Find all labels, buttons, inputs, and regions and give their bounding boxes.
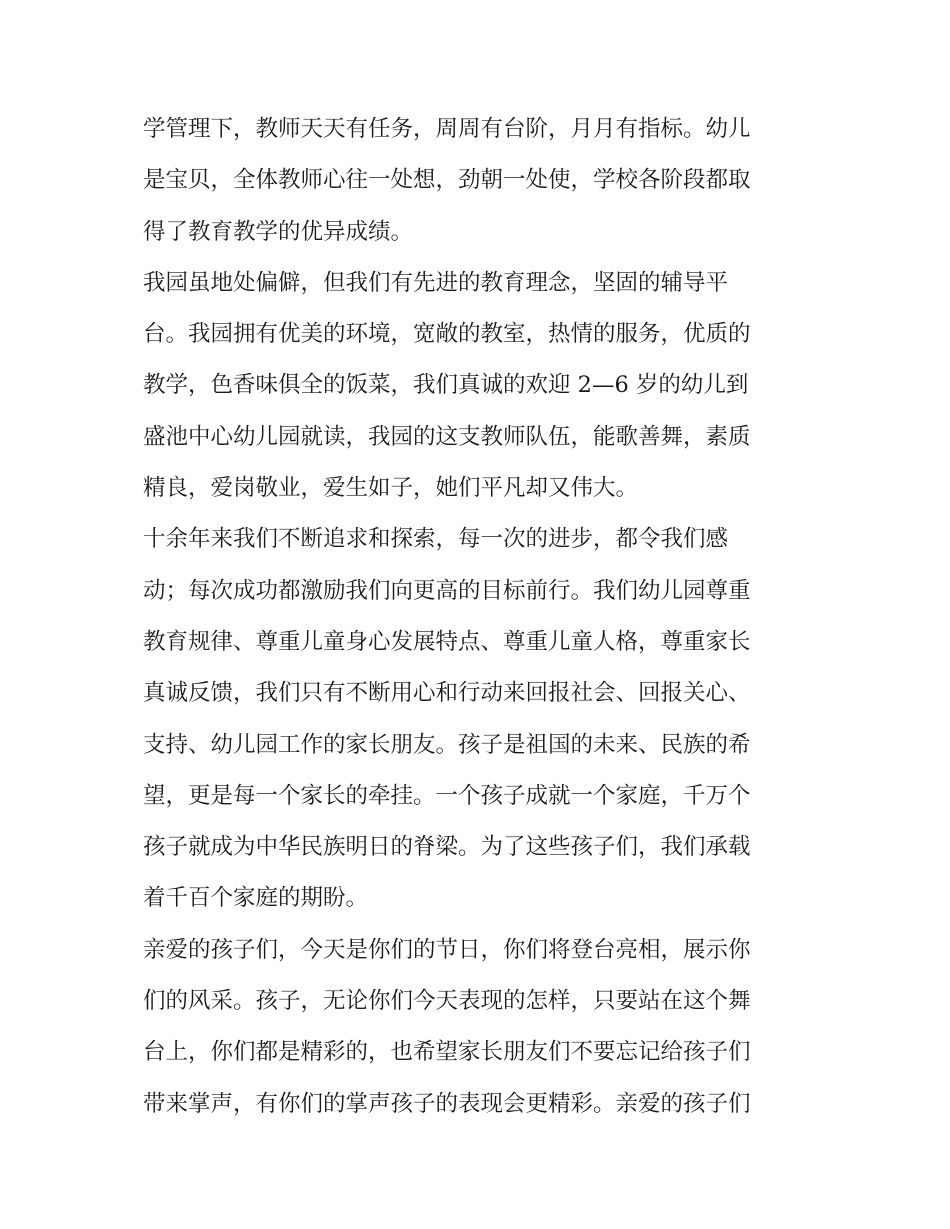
paragraph-1 (143, 104, 823, 258)
text-line: 支持、幼儿园工作的家长朋友。孩子是祖国的未来、民族的希 (143, 731, 751, 758)
text-line: 盛池中心幼儿园就读，我园的这支教师队伍，能歌善舞，素质 (143, 423, 751, 450)
text-line: 学管理下，教师天天有任务，周周有台阶，月月有指标。幼儿 (143, 116, 751, 142)
paragraph-2 (143, 258, 823, 514)
text-line: 带来掌声，有你们的掌声孩子的表现会更精彩。亲爱的孩子们 (143, 1090, 751, 1117)
text-line: 们的风采。孩子，无论你们今天表现的怎样，只要站在这个舞 (143, 988, 751, 1015)
document-body (143, 104, 823, 1130)
paragraph-3 (143, 514, 823, 924)
text-line: 教育规律、尊重儿童身心发展特点、尊重儿童人格，尊重家长 (143, 628, 751, 655)
text-line: 亲爱的孩子们，今天是你们的节日，你们将登台亮相，展示你 (143, 936, 751, 963)
text-line: 动；每次成功都激励我们向更高的目标前行。我们幼儿园尊重 (143, 577, 751, 604)
text-line: 是宝贝，全体教师心往一处想，劲朝一处使，学校各阶段都取 (143, 167, 751, 194)
text-line: 孩子就成为中华民族明日的脊梁。为了这些孩子们，我们承载 (143, 834, 751, 861)
text-line: 着千百个家庭的期盼。 (143, 885, 369, 912)
text-line: 台。我园拥有优美的环境，宽敞的教室，热情的服务，优质的 (143, 321, 751, 348)
text-line: 精良，爱岗敬业，爱生如子，她们平凡却又伟大。 (143, 475, 639, 502)
text-line: 十余年来我们不断追求和探索，每一次的进步，都令我们感 (143, 526, 729, 553)
text-line: 教学，色香味俱全的饭菜，我们真诚的欢迎 2—6 岁的幼儿到 (143, 372, 749, 399)
text-line: 台上，你们都是精彩的，也希望家长朋友们不要忘记给孩子们 (143, 1039, 751, 1066)
paragraph-4 (143, 925, 823, 1130)
text-line: 我园虽地处偏僻，但我们有先进的教育理念，坚固的辅导平 (143, 269, 729, 296)
text-line: 得了教育教学的优异成绩。 (143, 218, 414, 245)
text-line: 望，更是每一个家长的牵挂。一个孩子成就一个家庭，千万个 (143, 782, 751, 809)
text-line: 真诚反馈，我们只有不断用心和行动来回报社会、回报关心、 (143, 680, 751, 707)
